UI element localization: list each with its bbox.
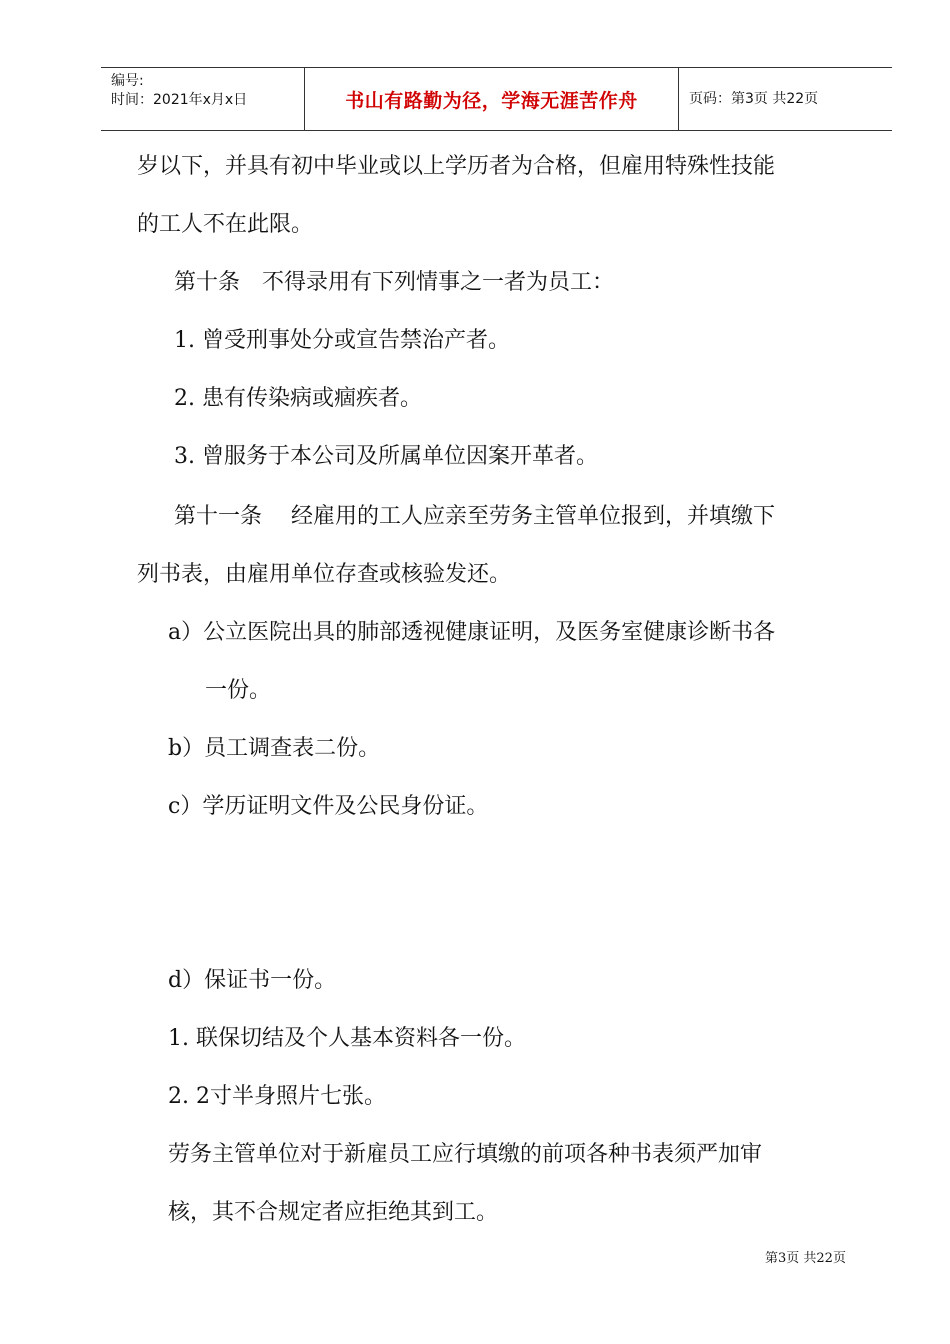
header-page-cell: [679, 68, 892, 130]
list-item: c）学历证明文件及公民身份证。: [168, 794, 489, 819]
body-line: 劳务主管单位对于新雇员工应行填缴的前项各种书表须严加审: [168, 1142, 763, 1167]
list-item: d）保证书一份。: [168, 968, 337, 993]
article-heading: 第十条 不得录用有下列情事之一者为员工：: [174, 270, 615, 295]
body-line: 岁以下，并具有初中毕业或以上学历者为合格，但雇用特殊性技能: [137, 154, 776, 179]
list-item: 3. 曾服务于本公司及所属单位因案开革者。: [174, 444, 598, 469]
page-footer: 第3页 共22页: [765, 1251, 846, 1266]
list-item: b）员工调查表二份。: [168, 736, 381, 761]
motto-text: 书山有路勤为径，学海无涯苦作舟: [345, 89, 638, 112]
list-item: 2. 2寸半身照片七张。: [168, 1084, 386, 1109]
list-item: a）公立医院出具的肺部透视健康证明，及医务室健康诊断书各: [168, 620, 776, 645]
list-item-continuation: 一份。: [205, 678, 272, 703]
list-item: 1. 联保切结及个人基本资料各一份。: [168, 1026, 526, 1051]
header-page-label: 页码：第3页 共22页: [689, 91, 819, 107]
article-heading: 第十一条 经雇用的工人应亲至劳务主管单位报到，并填缴下: [174, 504, 775, 529]
time-label: 时间：2021年x月x日: [111, 92, 248, 108]
page-header: [101, 67, 892, 131]
body-line: 的工人不在此限。: [137, 212, 314, 237]
list-item: 2. 患有传染病或痼疾者。: [174, 386, 422, 411]
header-motto-cell: [304, 68, 679, 130]
number-label: 编号:: [111, 73, 144, 89]
body-line: 核，其不合规定者应拒绝其到工。: [168, 1200, 499, 1225]
list-item: 1. 曾受刑事处分或宣告禁治产者。: [174, 328, 510, 353]
body-line: 列书表，由雇用单位存查或核验发还。: [137, 562, 512, 587]
header-left-cell: [101, 68, 304, 130]
